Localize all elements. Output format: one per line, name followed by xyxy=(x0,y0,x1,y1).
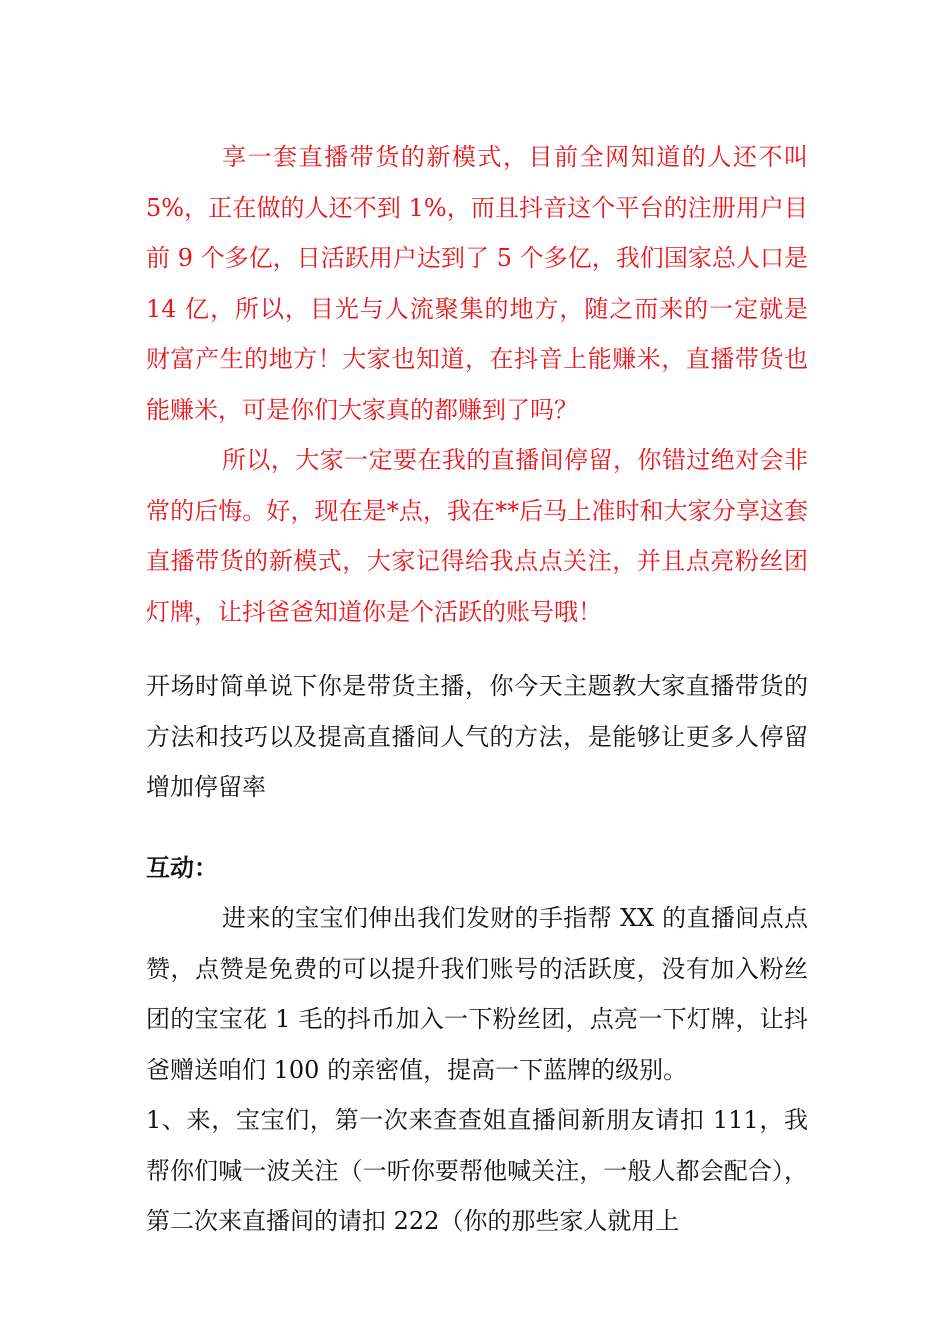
intro-paragraph-1: 享一套直播带货的新模式，目前全网知道的人还不叫 5%，正在做的人还不到 1%，而且抖音这个平台的注册用户目前 9 个多亿，日活跃用户达到了 5 个多亿，我们国家总人口是 14 亿，所以，目光与人流聚集的地方，随之而来的一定就是财富产生的地方！大家也知道，在抖音上能赚米，直播带货也能赚米，可是你们大家真的都赚到了吗？ xyxy=(146,143,808,424)
document-page xyxy=(146,132,808,1247)
opening-note-paragraph: 开场时简单说下你是带货主播，你今天主题教大家直播带货的方法和技巧以及提高直播间人气的方法，是能够让更多人停留增加停留率 xyxy=(146,672,808,801)
interaction-paragraph-1: 进来的宝宝们伸出我们发财的手指帮 XX 的直播间点点赞，点赞是免费的可以提升我们账号的活跃度，没有加入粉丝团的宝宝花 1 毛的抖币加入一下粉丝团，点亮一下灯牌，让抖爸赠送咱们 100 的亲密值，提高一下蓝牌的级别。 xyxy=(146,904,808,1084)
intro-paragraph-2: 所以，大家一定要在我的直播间停留，你错过绝对会非常的后悔。好，现在是*点，我在**后马上准时和大家分享这套直播带货的新模式，大家记得给我点点关注，并且点亮粉丝团灯牌，让抖爸爸知道你是个活跃的账号哦！ xyxy=(146,446,808,626)
interaction-paragraph-2: 1、来，宝宝们，第一次来查查姐直播间新朋友请扣 111，我帮你们喊一波关注（一听你要帮他喊关注，一般人都会配合），第二次来直播间的请扣 222（你的那些家人就用上 xyxy=(146,1106,808,1235)
interaction-heading: 互动： xyxy=(146,853,218,882)
